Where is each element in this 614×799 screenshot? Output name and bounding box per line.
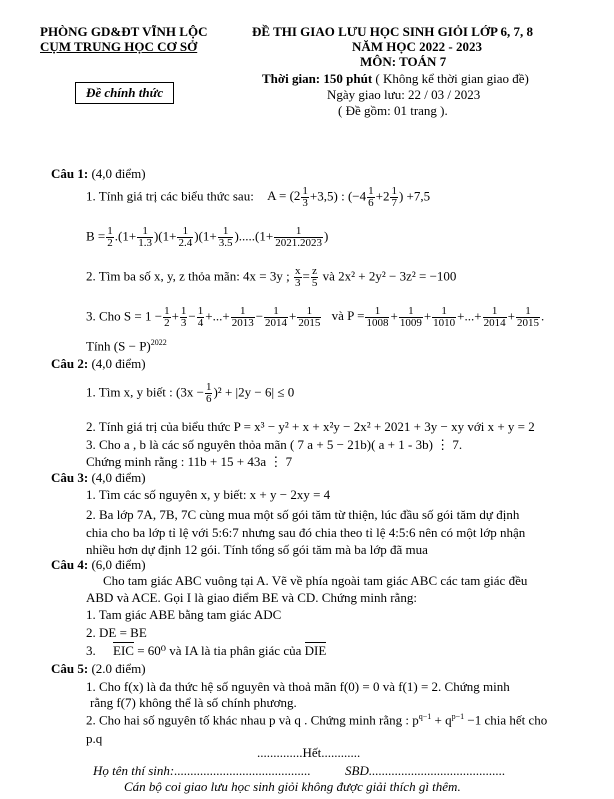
numerator: 1: [483, 306, 507, 318]
time-line: [262, 71, 529, 87]
q5-p2-exp2: p−1: [451, 712, 465, 721]
fraction: [205, 382, 213, 405]
q1-compute-exp: 2022: [150, 338, 167, 347]
exam-title: ĐỀ THI GIAO LƯU HỌC SINH GIỎI LỚP 6, 7, 8: [252, 24, 533, 39]
fraction: [177, 226, 193, 249]
q5-p2-plus: + q: [431, 712, 452, 728]
numerator: 1: [264, 306, 288, 318]
q5-p2-text: 2. Cho hai số nguyên tố khác nhau p và q . Chứng minh rằng :: [86, 712, 409, 728]
q2-part2: 2. Tính giá trị của biểu thức P = x³ − y² + x + x²y − 2x² + 2021 + 3y − xy với x + y = 2: [86, 419, 535, 434]
q3-part2-l1: 2. Ba lớp 7A, 7B, 7C cùng mua một số gói tăm từ thiện, lúc đầu số gói tăm dự định: [86, 507, 520, 522]
numerator: 1: [432, 306, 456, 318]
fraction: [274, 226, 323, 249]
denominator: 3: [295, 277, 301, 289]
subject: MÔN: TOÁN 7: [360, 54, 447, 69]
numerator: 1: [516, 306, 540, 318]
denominator: 4: [197, 317, 204, 329]
fraction: [390, 186, 398, 209]
numerator: 1: [302, 185, 308, 197]
denominator: 2013: [231, 317, 254, 329]
expr-b-part: ).....(1+: [234, 228, 274, 244]
fraction: [231, 306, 255, 329]
fraction: [163, 306, 171, 329]
denominator: 2.4: [178, 237, 193, 249]
fraction: [294, 266, 302, 289]
denominator: 3.5: [218, 237, 233, 249]
q5-heading: [51, 661, 146, 677]
q4-intro-l1: Cho tam giác ABC vuông tại A. Vẽ về phía ngoài tam giác ABC các tam giác đều: [103, 573, 528, 588]
expr-b-part: )(1+: [194, 228, 217, 244]
q2-part3: 3. Cho a , b là các số nguyên thỏa mãn ( 7 a + 5 − 21b)( a + 1 - 3b) ⋮ 7.: [86, 437, 463, 452]
denominator: 2014: [483, 317, 506, 329]
q5-p2-tail: −1 chia hết cho: [464, 712, 548, 728]
q3-points: (4,0 điểm): [91, 470, 146, 485]
q2-part1: [86, 382, 294, 405]
expr-a-1: A = (2: [267, 188, 301, 204]
numerator: 1: [231, 306, 255, 318]
denominator: 1010: [433, 317, 456, 329]
q5-p2-exp1: q−1: [418, 712, 432, 721]
q3-part2-l2: chia cho ba lớp tỉ lệ với 5:6:7 nhưng sau đó chia theo tỉ lệ 4:5:6 nên có một lớp nhận: [86, 525, 526, 540]
numerator: 1: [399, 306, 423, 318]
fraction: [197, 306, 205, 329]
angle-eic: EIC: [113, 643, 134, 658]
q2-points: (4,0 điểm): [91, 356, 146, 371]
denominator: 3: [180, 317, 187, 329]
q1-heading: [51, 166, 146, 182]
numerator: 1: [137, 226, 153, 238]
q4-i3-num: 3.: [86, 643, 96, 658]
q1-p3-text: 3. Cho S = 1 −: [86, 308, 163, 324]
expr-b-part: ): [323, 228, 329, 244]
q5-p2-p: p: [412, 712, 419, 728]
candidate-name: Họ tên thí sinh:..........................................: [93, 763, 311, 778]
q5-part2-l2: p.q: [86, 731, 103, 746]
expr-b-label: B =: [86, 228, 106, 244]
numerator: 1: [391, 185, 397, 197]
q1-part2: 2. Tìm ba số x, y, z thỏa mãn: 4x = 3y ; $\frac{x}{3}$ = $\frac{z}{5}$ và 2x² + 2y² − 3z² = −100: [86, 265, 457, 289]
q2-prove: Chứng minh rằng : 11b + 15 + 43a ⋮ 7: [86, 454, 293, 469]
q5-points: (2.0 điểm): [91, 661, 146, 676]
expr-b-part: .(1+: [114, 228, 137, 244]
exam-date: Ngày giao lưu: 22 / 03 / 2023: [327, 87, 481, 102]
fraction: [367, 186, 375, 209]
numerator: x: [295, 265, 301, 277]
denominator: 6: [368, 197, 374, 209]
school-year: NĂM HỌC 2022 - 2023: [352, 39, 482, 54]
q1-points: (4,0 điểm): [91, 166, 146, 181]
fraction: [516, 306, 540, 329]
q3-heading: [51, 470, 146, 486]
expr-a-4: ) +7,5: [398, 188, 431, 204]
numerator: 1: [218, 226, 234, 238]
official-badge: Đề chính thức: [75, 82, 174, 104]
q1-part1: [86, 186, 430, 209]
fraction: [301, 186, 309, 209]
numerator: 1: [205, 381, 212, 393]
fraction: [297, 306, 321, 329]
angle-die: DIE: [304, 643, 327, 658]
dept-name: PHÒNG GD&ĐT VĨNH LỘC: [40, 24, 208, 39]
denominator: 2015: [516, 317, 539, 329]
fraction: [137, 226, 153, 249]
denominator: 2014: [265, 317, 288, 329]
numerator: 1: [197, 305, 204, 317]
q5-part2-l1: [86, 712, 547, 728]
q4-points: (6,0 điểm): [91, 557, 146, 572]
numerator: 1: [180, 305, 187, 317]
denominator: 1008: [366, 317, 389, 329]
denominator: 1.3: [138, 237, 152, 249]
expr-a-2: +3,5) : (−4: [309, 188, 367, 204]
q4-title: Câu 4:: [51, 557, 89, 572]
numerator: 1: [297, 306, 321, 318]
denominator: 2: [164, 317, 170, 329]
fraction: [311, 266, 319, 289]
q4-intro-l2: ABD và ACE. Gọi I là giao điểm BE và CD. Chứng minh rằng:: [86, 590, 417, 605]
q2-p1-text: 1. Tìm x, y biết :: [86, 384, 173, 400]
time-duration: Thời gian: 150 phút: [262, 71, 373, 86]
fraction: [264, 306, 288, 329]
q3-part1: 1. Tìm các số nguyên x, y biết: x + y − 2xy = 4: [86, 487, 331, 502]
numerator: 1: [107, 225, 113, 237]
denominator: 2015: [298, 317, 321, 329]
q2-title: Câu 2:: [51, 356, 89, 371]
fraction: [365, 306, 389, 329]
cluster-name: CỤM TRUNG HỌC CƠ SỞ: [40, 39, 198, 54]
q2-p1-expr2: )² + |2y − 6| ≤ 0: [213, 384, 295, 400]
expr-a-3: +2: [375, 188, 390, 204]
q1-compute-text: Tính (S − P): [86, 338, 151, 354]
q2-heading: [51, 356, 146, 372]
denominator: 7: [391, 197, 397, 209]
fraction: [218, 226, 234, 249]
end-marker: ..............Hết............: [257, 745, 361, 760]
numerator: 1: [164, 305, 170, 317]
numerator: 1: [365, 306, 389, 318]
q1-expr-b: [86, 226, 328, 249]
fraction: [432, 306, 456, 329]
numerator: 1: [368, 185, 374, 197]
numerator: 1: [274, 226, 323, 238]
candidate-sbd: SBD..........................................: [345, 763, 506, 778]
q5-title: Câu 5:: [51, 661, 89, 676]
q5-part1-l2: rằng f(7) không thể là số chính phương.: [90, 695, 297, 710]
fraction: [180, 306, 188, 329]
q2-p1-expr: (3x −: [176, 384, 204, 400]
numerator: z: [312, 265, 318, 277]
q4-item2: 2. DE = BE: [86, 625, 147, 640]
q4-item1: 1. Tam giác ABE bằng tam giác ADC: [86, 607, 282, 622]
denominator: 6: [205, 393, 212, 405]
q1-p2-rest: và 2x² + 2y² − 3z² = −100: [322, 268, 457, 284]
numerator: 1: [177, 226, 193, 238]
fraction: [399, 306, 423, 329]
q4-heading: [51, 557, 146, 573]
q5-part1-l1: 1. Cho f(x) là đa thức hệ số nguyên và thoả mãn f(0) = 0 và f(1) = 2. Chứng minh: [86, 679, 510, 694]
q4-i3-mid: = 60⁰ và IA là tia phân giác của: [133, 643, 305, 658]
q1-p1-text: 1. Tính giá trị các biểu thức sau:: [86, 188, 254, 204]
denominator: 2: [107, 237, 113, 249]
q1-p3-and: và P =: [331, 308, 365, 324]
fraction: [106, 226, 114, 249]
denominator: 3: [302, 197, 308, 209]
q1-part3: 3. Cho S = 1 − $\frac{1}{2}$ + $\frac{1}{3}$ − $\frac{1}{4}$ +...+ $\frac{1}{2013}$ − $\frac{1}{2014}$ + $\frac{1}{2015}$ và P = $\frac{1}{1008}$ + $\frac{1}{1009}$ + $\frac{1}{1010}$ +...+ $\frac{1}{2014}$ + $\frac{1}{2015}$ .: [86, 305, 545, 329]
q3-title: Câu 3:: [51, 470, 89, 485]
q3-part2-l3: nhiều hơn dự định 12 gói. Tính tổng số gói tăm mà ba lớp đã mua: [86, 542, 428, 557]
q1-p2-text: 2. Tìm ba số x, y, z thỏa mãn: 4x = 3y ;: [86, 268, 290, 284]
q1-title: Câu 1:: [51, 166, 89, 181]
invigilator-note: Cán bộ coi giao lưu học sinh giỏi không được giải thích gì thêm.: [124, 779, 461, 794]
denominator: 2021.2023: [275, 237, 322, 249]
denominator: 1009: [399, 317, 422, 329]
fraction: [483, 306, 507, 329]
expr-b-part: )(1+: [153, 228, 177, 244]
denominator: 5: [311, 277, 318, 289]
time-note: ( Không kể thời gian giao đề): [375, 71, 529, 86]
q4-item3: [86, 643, 326, 659]
q1-compute: [86, 338, 167, 354]
page-count: ( Đề gồm: 01 trang ).: [338, 103, 448, 118]
